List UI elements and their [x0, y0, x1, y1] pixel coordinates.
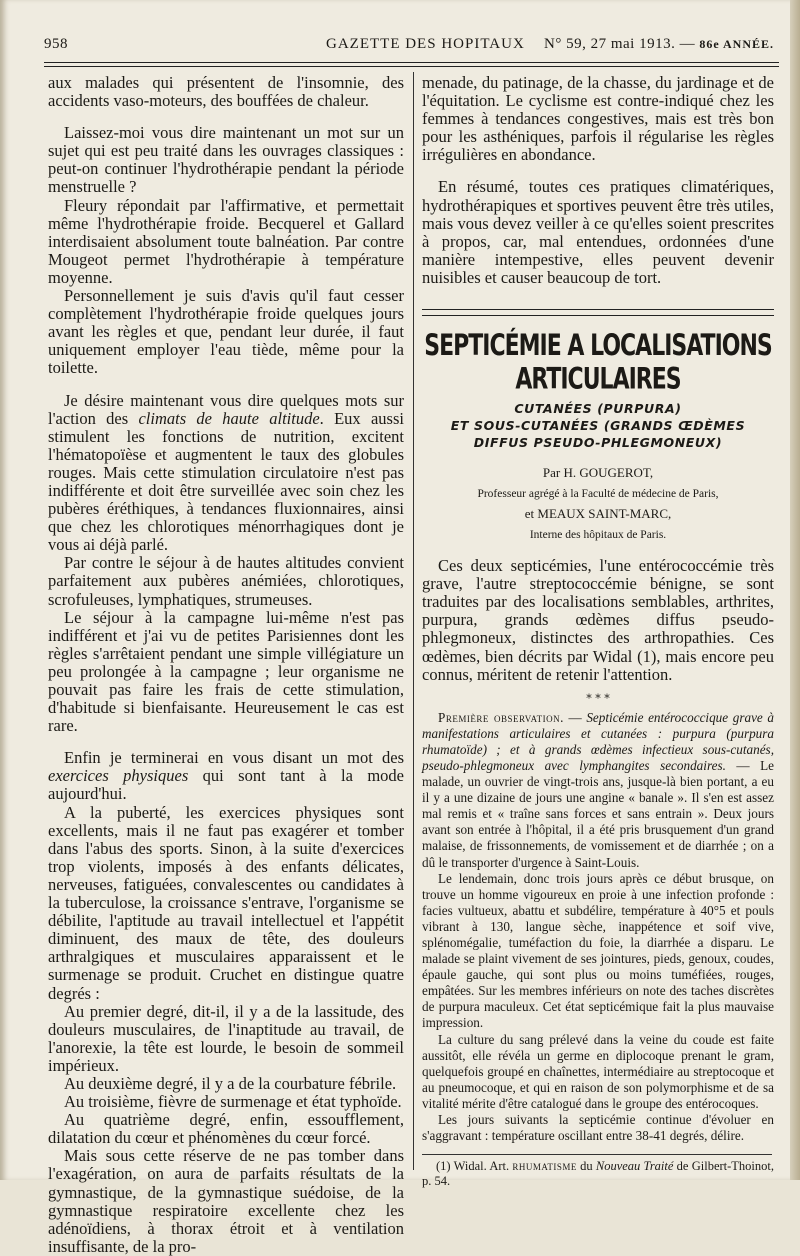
running-header: [44, 36, 774, 58]
column-divider: [413, 72, 414, 1170]
article-subtitle: ET SOUS-CUTANÉES (GRANDS ŒDÈMES DIFFUS PSEUDO-PHLEGMONEUX): [450, 418, 746, 451]
text-run: (1) Widal. Art.: [436, 1159, 513, 1174]
paragraph: A la puberté, les exercices physiques sont excellents, mais il ne faut pas exagérer et tomber dans l'abus des sports. Sinon, à la suite d'exercices trop violents, imposés à des enfants délicates, nerveuses, fatiguées, convalescentes ou candidates à la tuberculose, la croissance s'entrave, l'organisme se débilite, l'aptitude au travail intellectuel et l'appétit diminuent, des maux de tête, des douleurs arthralgiques et musculaires apparaissent et le surmenage se produit. Cruchet en distingue quatre degrés :: [48, 802, 404, 1003]
paragraph: Le lendemain, donc trois jours après ce début brusque, on trouve un homme vigoureux en proie à une infection profonde : facies vultueux, abattu et subdélire, température à 40°5 et pouls vibrant à 130, langue sèche, inappétence et soif vive, splénomégalie, tuméfaction du foie, la diarrhée a disparu. Le malade se plaint vivement de ses jointures, pieds, genoux, coudes, épaule gauche, qui sont plus ou moins tuméfiées, rouges, empâtées. Sur les membres inférieurs on note des taches discrètes de purpura maculeux. Cet état septicémique fait la plus mauvaise impression.: [422, 870, 774, 1031]
paragraph: menade, du patinage, de la chasse, du jardinage et de l'équitation. Le cyclisme est contre-indiqué chez les femmes à tendances congestives, mais est très bon pour les asthéniques, parfois il régularise les règles irrégulières en abondance.: [422, 73, 774, 165]
footnote: [422, 1159, 774, 1189]
article-subtitle: CUTANÉES (PURPURA): [514, 401, 682, 417]
paragraph: [48, 392, 404, 555]
header-rule-top: [44, 62, 779, 63]
journal-title: GAZETTE DES HOPITAUX: [326, 36, 525, 52]
text-run: . Eux aussi stimulent les fonctions de nutrition, excitent l'hématopoïèse et augmentent le taux des globules rouges. Mais cette stimulation circulatoire n'est pas indifférente et doit être surveillée avec soin chez les pubères éréthiques, à tendances fluxionnaires, ainsi que chez les chlorotiques ménorrhagiques dont je vous ai déjà parlé.: [48, 408, 404, 555]
section-stars: * * *: [586, 691, 610, 705]
paragraph: Au premier degré, dit-il, il y a de la lassitude, des douleurs musculaires, de l'inaptitude au travail, de l'anorexie, la tête est lourde, le besoin de sommeil impérieux.: [48, 1001, 404, 1075]
observation-title: Septicémie entérococcique grave à manifestations articulaires et cutanées : purpura (purpura rhumatoïde) ; et à grands œdèmes infectieux sous-cutanés, pseudo-phlegmoneux avec lymphangites secondaires.: [422, 709, 774, 773]
author-role: Professeur agrégé à la Faculté de médecine de Paris,: [477, 488, 719, 501]
paragraph: Au quatrième degré, enfin, essoufflement, dilatation du cœur et phénomènes du cœur forcé.: [48, 1110, 404, 1148]
author-name: et MEAUX SAINT-MARC,: [524, 506, 672, 522]
paragraph: La culture du sang prélevé dans la veine du coude est faite aussitôt, elle révéla un germe en diplocoque prenant le gram, quelquefois groupé en chaînettes, intermédiaire au streptocoque et au pneumocoque, et qui en raison de son polymorphisme et de sa vitalité mérite d'être catalogué dans le groupe des entérocoques.: [422, 1031, 774, 1111]
text-run: — Le malade, un ouvrier de vingt-trois ans, jusque-là bien portant, a eu il y a une dizaine de jours une angine « banale ». Il s'en est assez mal remis et « traîne sans forces et sans entrain ». Deux jours avant son entrée à l'hôpital, il a été pris brusquement d'un grand malaise, de frissonnements, de vomissement et de diarrhée ; on a dû le transporter d'urgence à Saint-Louis.: [422, 757, 774, 870]
observation-paragraph: [422, 710, 774, 871]
text-run: Enfin je terminerai en vous disant un mot des: [64, 748, 404, 768]
right-column: [422, 74, 774, 1189]
footnote-rule: [422, 1154, 772, 1155]
paragraph: Mais sous cette réserve de ne pas tomber dans l'exagération, on aura de parfaits résultats de la gymnastique, de la gymnastique suédoise, de la gymnastique respiratoire excellente chez les adénoïdiens, à thorax étroit et à ventilation insuffisante, de la pro-: [48, 1146, 404, 1256]
paragraph: Au deuxième degré, il y a de la courbature fébrile.: [64, 1073, 397, 1093]
text-run: Je désire maintenant vous dire quelques mots sur l'action des: [48, 390, 404, 428]
paragraph: Par contre le séjour à de hautes altitudes convient parfaitement aux pubères anémiées, chlorotiques, scrofuleuses, lymphatiques, strumeuses.: [48, 553, 404, 609]
paragraph: Au troisième, fièvre de surmenage et état typhoïde.: [64, 1092, 402, 1112]
paragraph: Personnellement je suis d'avis qu'il faut cesser complètement l'hydrothérapie froide quelques jours avant les règles et que, pendant leur durée, il faut uniquement employer l'eau tiède, même pour la toilette.: [48, 286, 404, 378]
emphasis: climats de haute altitude: [138, 408, 320, 428]
paragraph: Les jours suivants la septicémie continue d'évoluer en s'aggravant : température oscillant entre 38-41 degrés, délire.: [422, 1112, 774, 1144]
author-name: Par H. GOUGEROT,: [542, 465, 654, 481]
paragraph: [48, 749, 404, 803]
article-title: SEPTICÉMIE A LOCALISATIONS ARTICULAIRES: [424, 329, 772, 397]
author-affiliation: [422, 483, 774, 504]
left-column: [48, 74, 404, 1256]
year-label: 86e ANNÉE.: [699, 37, 774, 51]
page-number: 958: [44, 36, 68, 52]
text-run: de Gilbert-Thoinot, p. 54.: [422, 1159, 775, 1189]
text-run: —: [563, 709, 587, 725]
author-role: Interne des hôpitaux de Paris.: [529, 529, 667, 542]
intro-paragraph: Ces deux septicémies, l'une entérococcémie très grave, l'autre streptococcémie bénigne, se sont traduites par des localisations semblables, arthrites, purpura, grands œdèmes diffus pseudo-phlegmoneux, distinctes des arthropathies. Ces œdèmes, bien décrits par Widal (1), mais encore peu connus, méritent de retenir l'attention.: [422, 556, 774, 684]
page-edge: [790, 0, 800, 1180]
text-run: du: [576, 1159, 596, 1174]
header-rule-bottom: [44, 66, 779, 67]
observation-label: Première observation.: [438, 709, 564, 725]
paragraph: Fleury répondait par l'affirmative, et permettait même l'hydrothérapie froide. Becquerel et Gallard interdisaient absolument toute balnéation. Par contre Mougeot permet l'hydrothérapie à température moyenne.: [48, 195, 404, 287]
emphasis: exercices physiques: [48, 766, 189, 786]
text-run: rhumatisme: [512, 1159, 577, 1174]
section-rule: [422, 309, 774, 316]
emphasis: Nouveau Traité: [595, 1159, 674, 1174]
issue-date: [544, 36, 774, 53]
text-run: qui sont tant à la mode aujourd'hui.: [48, 766, 404, 804]
paragraph: Laissez-moi vous dire maintenant un mot sur un sujet qui est peu traité dans les ouvrages classiques : peut-on continuer l'hydrothérapie pendant la période menstruelle ?: [48, 123, 404, 197]
paragraph: aux malades qui présentent de l'insomnie, des accidents vaso-moteurs, des bouffées de chaleur.: [48, 73, 404, 111]
paragraph: Le séjour à la campagne lui-même n'est pas indifférent et j'ai vu de petites Parisiennes dont les règles s'arrêtaient pendant une simple villégiature un peu prolongée à la campagne ; leur organisme ne pouvait pas faire les frais de cette stimulation, d'habitude si bienfaisante. Heureusement le cas est rare.: [48, 607, 404, 736]
issue-text: N° 59, 27 mai 1913. —: [544, 36, 700, 52]
author-affiliation: [422, 524, 774, 545]
paragraph: En résumé, toutes ces pratiques climatériques, hydrothérapiques et sportives peuvent être très utiles, mais vous devez veiller à ce qu'elles soient prescrites à propos, car, mal entendues, ordonnées d'une manière intempestive, elles peuvent devenir nuisibles et causer beaucoup de tort.: [422, 177, 774, 287]
